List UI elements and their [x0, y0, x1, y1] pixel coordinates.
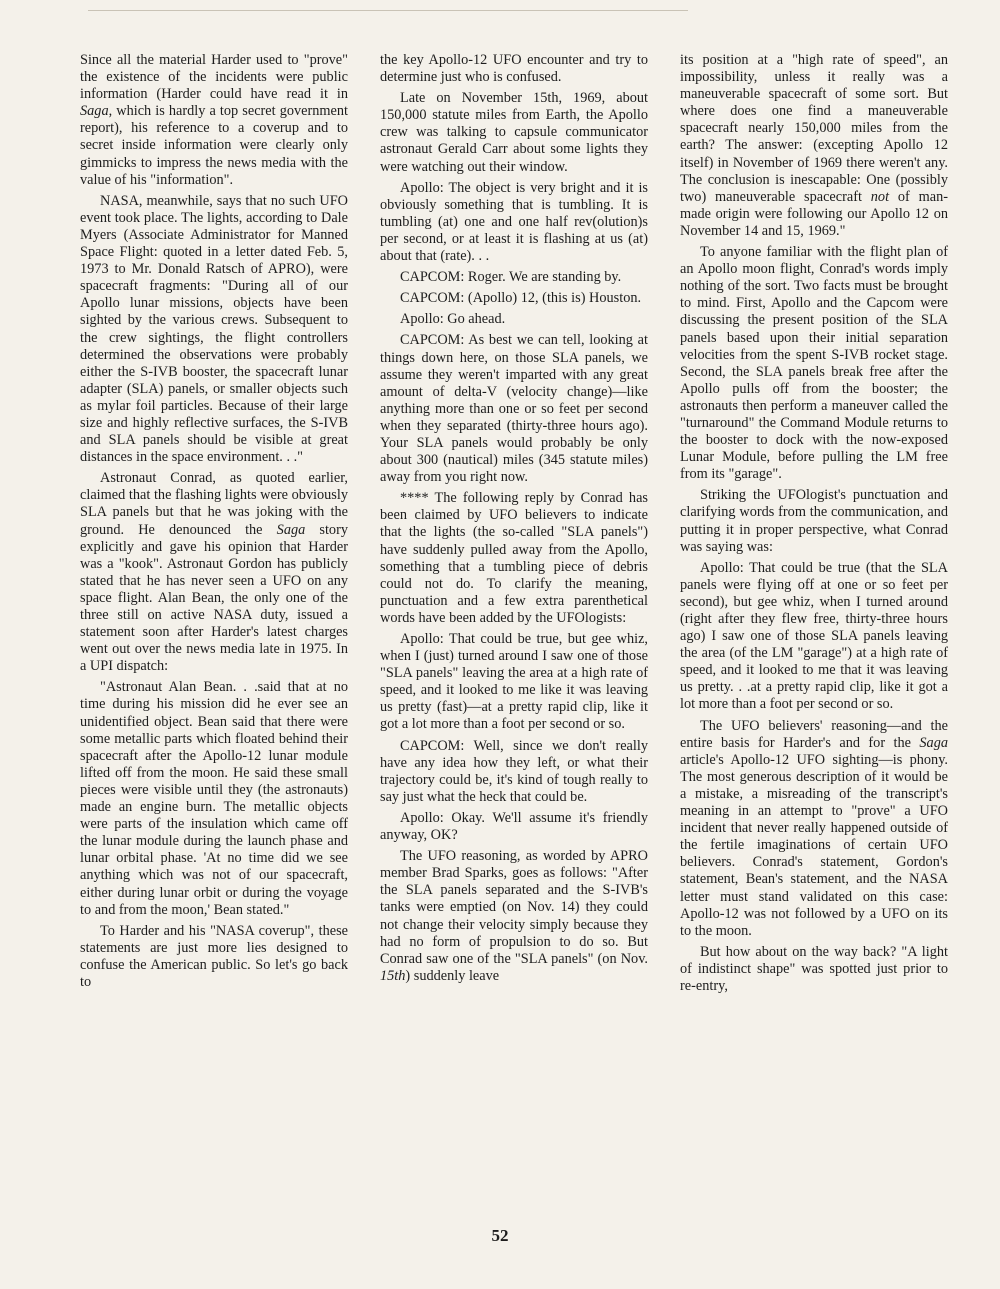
paragraph: To anyone familiar with the flight plan of an Apollo moon flight, Conrad's words imply nothing of the sort. Two facts must be brought to mind. First, Apollo and the Capcom were discussing the present position of the SLA panels based upon their initial separation velocities from the spent S-IVB rocket stage. Second, the SLA panels break free after the Apollo pulls off from the booster; the astronauts then perform a maneuver called the "turnaround" the Command Module returns to the booster to dock with the now-exposed Lunar Module, before pulling the LM free from its "garage".: [680, 244, 948, 483]
paragraph: Striking the UFOlogist's punctuation and clarifying words from the communication, and putting it in proper perspective, what Conrad was saying was:: [680, 487, 948, 555]
paragraph: CAPCOM: Roger. We are standing by.: [400, 269, 622, 286]
paragraph: Since all the material Harder used to "prove" the existence of the incidents were public information (Harder could have read it in Saga, which is hardly a top secret government report), his reference to a coverup and to secret inside information were clearly only gimmicks to impress the news media with the value of his "information".: [80, 52, 348, 188]
paragraph: The UFO believers' reasoning—and the entire basis for Harder's and for the Saga article's Apollo-12 UFO sighting—is phony. The most generous description of it would be a mistake, a misreading of the transcript's meaning in an attempt to "prove" a UFO incident that never really happened outside of the fertile imaginations of certain UFO believers. Conrad's statement, Gordon's statement, Bean's statement, and the NASA letter must stand validated on this case: Apollo-12 was not followed by a UFO on its to the moon.: [680, 717, 948, 939]
page-number: 52: [491, 1226, 509, 1245]
paragraph: Late on November 15th, 1969, about 150,000 statute miles from Earth, the Apollo crew was talking to capsule communicator astronaut Gerald Carr about some lights they were watching out their window.: [380, 90, 648, 175]
paragraph: CAPCOM: Well, since we don't really have any idea how they left, or what their trajectory could be, it's kind of tough really to say just what the heck that could be.: [380, 737, 648, 805]
paragraph: The UFO reasoning, as worded by APRO member Brad Sparks, goes as follows: "After the SLA panels separated and the S-IVB's tanks were emptied (on Nov. 14) they could not change their velocity simply because they had no form of propulsion to do so. But Conrad saw one of the "SLA panels" (on Nov. 15th) suddenly leave: [380, 848, 648, 984]
text-columns: [80, 52, 948, 999]
paragraph: Apollo: The object is very bright and it is obviously something that is tumbling. It is tumbling (at) one and one half rev(olution)s per second, or at least it is flashing at us (at) about that (rate). . .: [380, 179, 648, 265]
paragraph: CAPCOM: As best we can tell, looking at things down here, on those SLA panels, we assume they weren't imparted with any great amount of delta-V (velocity change)—like anything more than one or so feet per second when they separated (thirty-three hours ago). Your SLA panels would probably be only about 300 (nautical) miles (345 statute miles) away from you right now.: [380, 332, 648, 486]
paragraph: the key Apollo-12 UFO encounter and try to determine just who is confused.: [380, 52, 648, 86]
column-3: [680, 52, 948, 999]
column-1: [80, 52, 348, 999]
column-2: [380, 52, 648, 999]
paragraph: Astronaut Conrad, as quoted earlier, claimed that the flashing lights were obviously SLA panels but that he was joking with the ground. He denounced the Saga story explicitly and gave his opinion that Harder was a "kook". Astronaut Gordon has publicly stated that he has never seen a UFO on any space flight. Alan Bean, the only one of the three still on active NASA duty, issued a statement soon after Harder's latest charges went out over the news media late in 1975. In a UPI dispatch:: [80, 470, 348, 675]
paragraph: **** The following reply by Conrad has been claimed by UFO believers to indicate that the lights (the so-called "SLA panels") have suddenly pulled away from the Apollo, something that a tumbling piece of debris could not do. To clarify the meaning, punctuation and a few extra parenthetical words have been added by the UFOlogists:: [380, 490, 648, 626]
paragraph: Apollo: Go ahead.: [400, 311, 506, 328]
paragraph: NASA, meanwhile, says that no such UFO event took place. The lights, according to Dale Myers (Associate Administrator for Manned Space Flight: quoted in a letter dated Feb. 5, 1973 to Mr. Donald Ratsch of APRO), were spacecraft fragments: "During all of our Apollo lunar missions, objects have been sighted by the various crews. Subsequent to the crew sightings, the flight controllers determined the observations were probably either the S-IVB booster, the spacecraft lunar adapter (SLA) panels, or smaller objects such as mylar foil particles. Because of their large size and highly reflective surfaces, the S-IVB and SLA panels should be visible at great distances in the space environment. . .": [80, 192, 348, 466]
top-rule: [88, 10, 688, 11]
paragraph: Apollo: That could be true, but gee whiz, when I (just) turned around I saw one of those "SLA panels" leaving the area at a high rate of speed, and it looked to me like it was leaving us pretty (fast)—at a pretty rapid clip, like it got a lot more than a foot per second or so.: [380, 631, 648, 733]
paragraph: CAPCOM: (Apollo) 12, (this is) Houston.: [400, 290, 642, 307]
paragraph: To Harder and his "NASA coverup", these statements are just more lies designed to confuse the American public. So let's go back to: [80, 922, 348, 990]
paragraph: "Astronaut Alan Bean. . .said that at no time during his mission did he ever see an unidentified object. Bean said that there were some metallic parts which floated behind their spacecraft after the Apollo-12 lunar module lifted off from the moon. He said these small pieces were visible until they (the astronauts) made an engine burn. The metallic objects were parts of the insulation which came off the lunar module during the launch phase and lunar orbital phase. 'At no time did we see anything which was not of our spacecraft, either during lunar orbit or during the voyage to and from the moon,' Bean stated.": [80, 679, 348, 918]
paragraph: Apollo: Okay. We'll assume it's friendly anyway, OK?: [380, 809, 648, 844]
paragraph: Apollo: That could be true (that the SLA panels were flying off at one or so feet per second), but gee whiz, when I turned around (right after they flew free, thirty-three hours ago) I saw one of those SLA panels leaving the area (of the LM "garage") at a high rate of speed, and it looked to me that it was leaving us pretty. . .at a pretty rapid clip, like it got a lot more than a foot per second or so.: [680, 559, 948, 713]
paragraph: But how about on the way back? "A light of indistinct shape" was spotted just prior to re-entry,: [680, 943, 948, 994]
paragraph: its position at a "high rate of speed", an impossibility, unless it really was a maneuverable spacecraft of some sort. But where does one find a maneuverable spacecraft nearly 150,000 miles from the earth? The answer: (excepting Apollo 12 itself) in November of 1969 there weren't any. The conclusion is inescapable: One (possibly two) maneuverable spacecraft not of man-made origin were following our Apollo 12 on November 14 and 15, 1969.": [680, 52, 948, 239]
